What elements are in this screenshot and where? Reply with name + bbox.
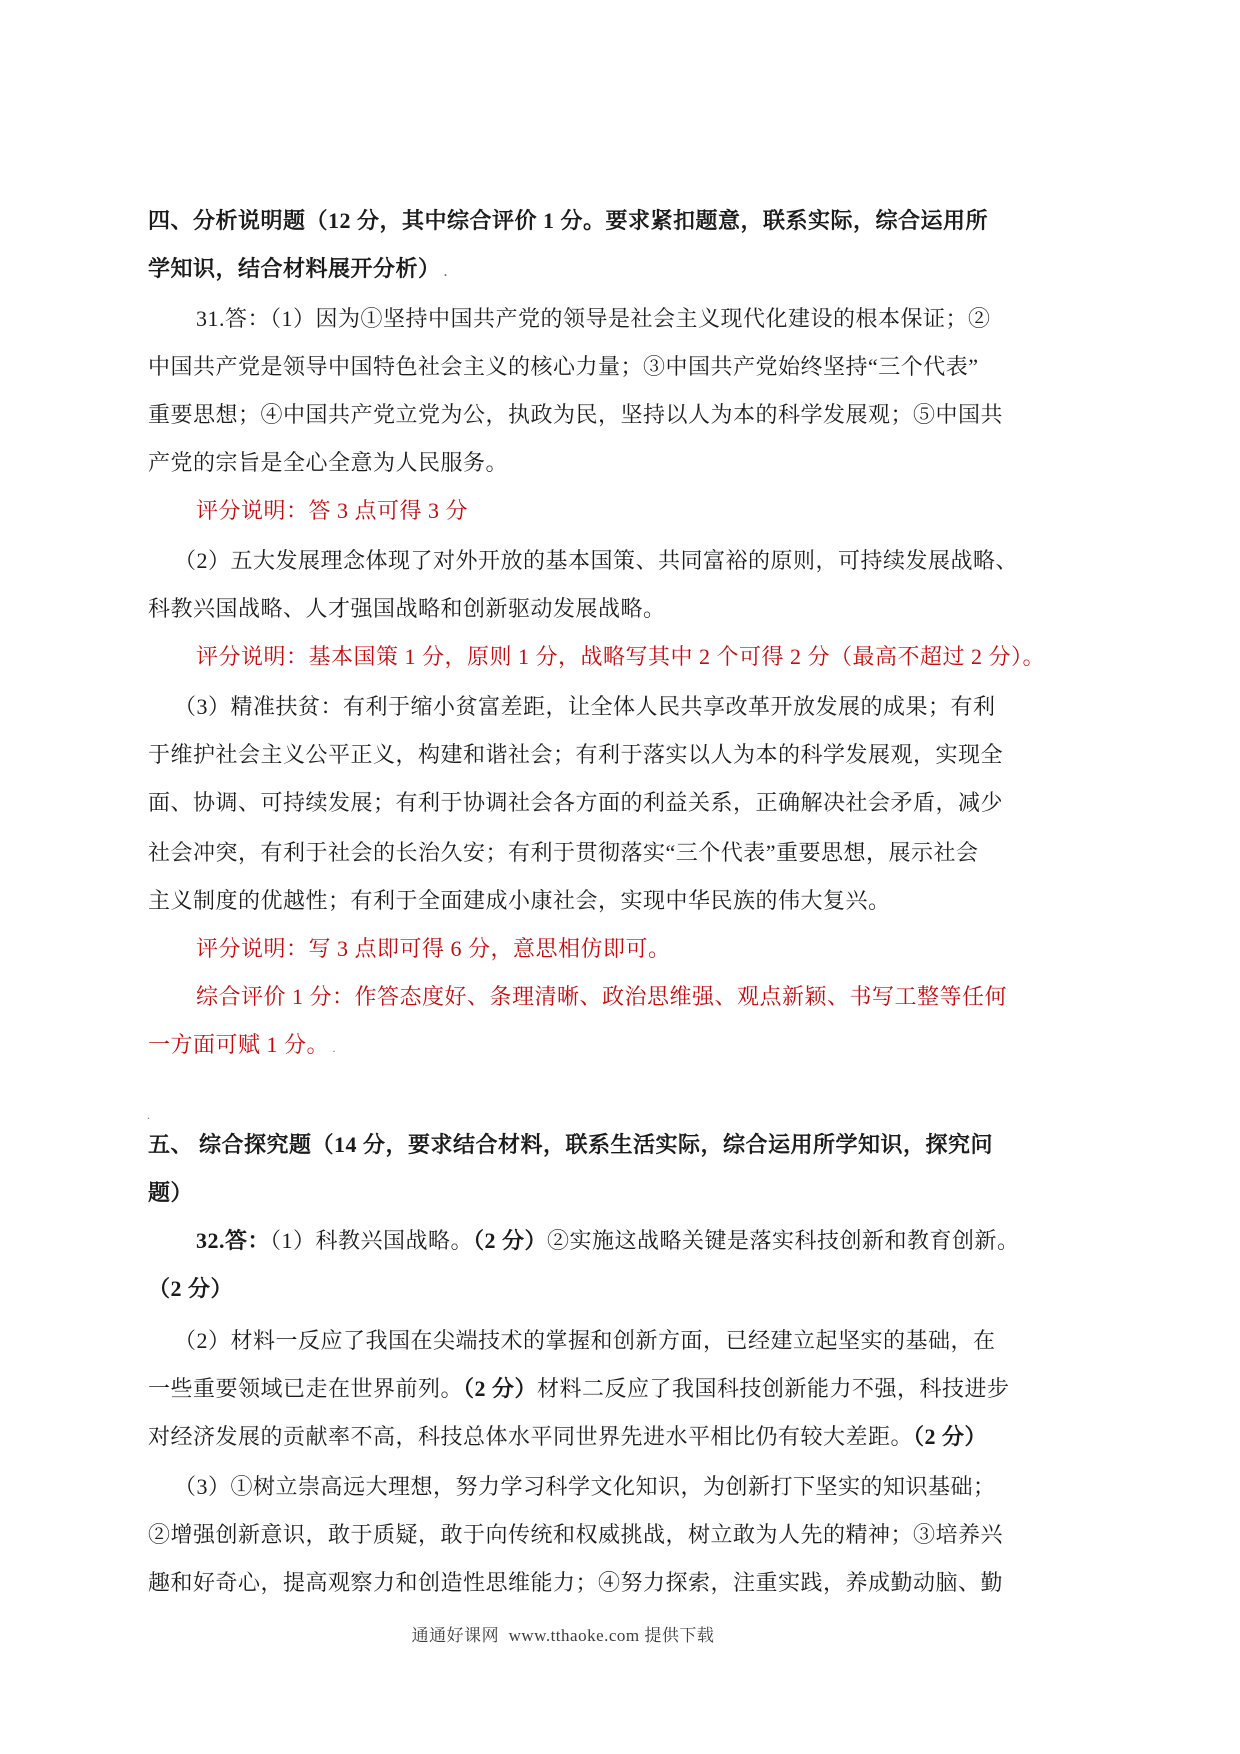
text-line bbox=[148, 1521, 1003, 1548]
text-segment: 面、协调、可持续发展；有利于协调社会各方面的利益关系，正确解决社会矛盾，减少 bbox=[148, 790, 1004, 815]
stray-dot: . bbox=[147, 1108, 151, 1122]
text-line bbox=[148, 595, 666, 622]
text-line bbox=[148, 887, 891, 914]
bold-text-segment: （2 分） bbox=[473, 1228, 548, 1253]
text-line bbox=[148, 255, 448, 286]
text-line bbox=[148, 401, 1003, 428]
text-segment: 评分说明：答 3 点可得 3 分 bbox=[196, 498, 469, 523]
text-line bbox=[196, 497, 468, 524]
bold-text-segment: （2 分） bbox=[463, 1376, 538, 1401]
text-line bbox=[148, 1423, 987, 1450]
text-segment: （2）五大发展理念体现了对外开放的基本国策、共同富裕的原则，可持续发展战略、 bbox=[174, 548, 1019, 573]
text-segment: 四、分析说明题（12 分，其中综合评价 1 分。要求紧扣题意，联系实际，综合运用所 bbox=[148, 208, 989, 233]
text-line bbox=[196, 935, 671, 962]
text-line bbox=[148, 839, 979, 866]
text-segment: （2 分） bbox=[148, 1276, 234, 1301]
text-line bbox=[148, 789, 1003, 816]
text-segment: 题） bbox=[148, 1180, 194, 1205]
text-segment: （2）材料一反应了我国在尖端技术的掌握和创新方面，已经建立起坚实的基础，在 bbox=[174, 1328, 996, 1353]
text-segment: 对经济发展的贡献率不高，科技总体水平同世界先进水平相比仍有较大差距。 bbox=[148, 1424, 914, 1449]
text-segment: 一些重要领域已走在世界前列。 bbox=[148, 1376, 464, 1401]
text-line bbox=[174, 693, 996, 720]
text-segment: （3）精准扶贫：有利于缩小贫富差距，让全体人民共享改革开放发展的成果；有利 bbox=[174, 694, 996, 719]
text-segment: 科教兴国战略、人才强国战略和创新驱动发展战略。 bbox=[148, 596, 666, 621]
text-line bbox=[148, 1569, 1003, 1596]
text-line bbox=[148, 1275, 233, 1302]
text-segment: 31.答：（1）因为①坚持中国共产党的领导是社会主义现代化建设的根本保证；② bbox=[196, 306, 991, 331]
text-line bbox=[196, 983, 1007, 1010]
text-line bbox=[174, 547, 1018, 574]
text-line bbox=[148, 1131, 993, 1158]
text-line bbox=[148, 1179, 193, 1206]
text-line bbox=[148, 1031, 336, 1062]
text-segment: 社会冲突，有利于社会的长治久安；有利于贯彻落实“三个代表”重要思想，展示社会 bbox=[148, 840, 979, 865]
text-segment: 主义制度的优越性；有利于全面建成小康社会，实现中华民族的伟大复兴。 bbox=[148, 888, 891, 913]
text-segment: 材料二反应了我国科技创新能力不强，科技进步 bbox=[537, 1376, 1010, 1401]
text-segment: ②实施这战略关键是落实科技创新和教育创新。 bbox=[547, 1228, 1020, 1253]
text-segment: 综合评价 1 分：作答态度好、条理清晰、政治思维强、观点新颖、书写工整等任何 bbox=[196, 984, 1008, 1009]
text-segment: 一方面可赋 1 分。 bbox=[148, 1032, 330, 1057]
text-line bbox=[148, 449, 508, 476]
text-segment: （3）①树立崇高远大理想，努力学习科学文化知识，为创新打下坚实的知识基础； bbox=[174, 1474, 996, 1499]
stray-dot: . bbox=[329, 1041, 337, 1055]
text-segment: 重要思想；④中国共产党立党为公，执政为民，坚持以人为本的科学发展观；⑤中国共 bbox=[148, 402, 1004, 427]
bold-text-segment: 32.答： bbox=[196, 1228, 271, 1253]
text-line bbox=[148, 207, 988, 234]
text-line bbox=[174, 1327, 996, 1354]
stray-dot: . bbox=[440, 265, 448, 279]
text-line bbox=[174, 1473, 996, 1500]
footer-watermark: 通通好课网 www.tthaoke.com 提供下载 bbox=[411, 1626, 715, 1645]
text-line bbox=[148, 741, 1003, 768]
text-segment: 于维护社会主义公平正义，构建和谐社会；有利于落实以人为本的科学发展观，实现全 bbox=[148, 742, 1004, 767]
text-segment: 五、 综合探究题（14 分，要求结合材料，联系生活实际，综合运用所学知识，探究问 bbox=[148, 1132, 994, 1157]
text-line bbox=[148, 1375, 1010, 1402]
text-segment: ②增强创新意识，敢于质疑，敢于向传统和权威挑战，树立敢为人先的精神；③培养兴 bbox=[148, 1522, 1004, 1547]
text-line bbox=[196, 305, 991, 332]
text-segment: 趣和好奇心，提高观察力和创造性思维能力；④努力探索，注重实践，养成勤动脑、勤 bbox=[148, 1570, 1004, 1595]
text-segment: 评分说明：写 3 点即可得 6 分，意思相仿即可。 bbox=[196, 936, 671, 961]
text-line bbox=[196, 643, 1045, 670]
text-line bbox=[148, 353, 979, 380]
text-line bbox=[196, 1227, 1020, 1254]
text-segment: 中国共产党是领导中国特色社会主义的核心力量；③中国共产党始终坚持“三个代表” bbox=[148, 354, 979, 379]
text-segment: 评分说明：基本国策 1 分，原则 1 分，战略写其中 2 个可得 2 分（最高不超过 2 分）。 bbox=[196, 644, 1046, 669]
bold-text-segment: （2 分） bbox=[913, 1424, 988, 1449]
text-line bbox=[147, 1098, 151, 1129]
text-segment: （1）科教兴国战略。 bbox=[270, 1228, 474, 1253]
text-segment: 学知识，结合材料展开分析） bbox=[148, 256, 441, 281]
text-segment: 产党的宗旨是全心全意为人民服务。 bbox=[148, 450, 509, 475]
